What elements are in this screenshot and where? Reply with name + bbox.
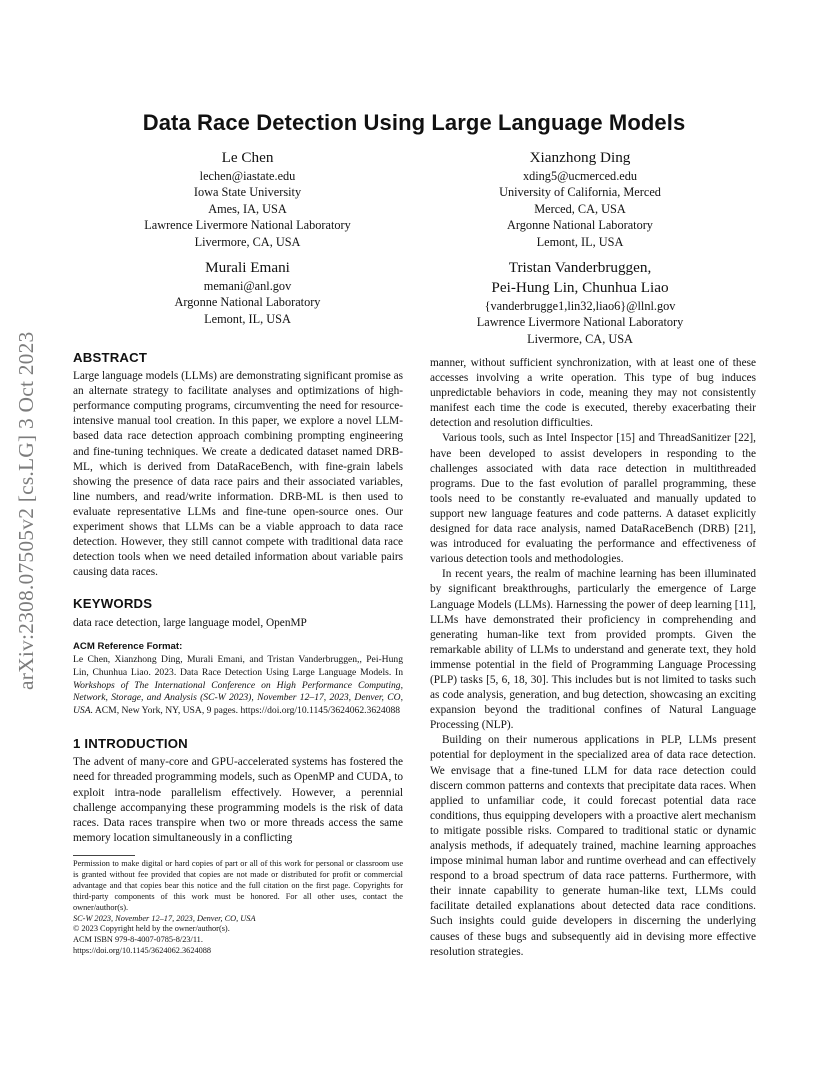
introduction-paragraph: Various tools, such as Intel Inspector [15] and ThreadSanitizer [22], have been developed to assist developers in responding to the challenges associated with data race detection in multithreaded programs. Due to the fast evolution of parallel programming, these tools need to be constantly re-evaluated and manually updated to support new language features and code patterns. A dataset explicitly designed for data race analysis, named DataRaceBench (DRB) [21], was introduced for evaluating the performance and effectiveness of various detection tools and methodologies. xyxy=(430,432,756,566)
acm-reference-doi: ACM, New York, NY, USA, 9 pages. https://doi.org/10.1145/3624062.3624088 xyxy=(92,705,401,717)
left-column xyxy=(73,350,403,846)
paper-title: Data Race Detection Using Large Language Models xyxy=(142,110,686,135)
author-affiliation: University of California, Merced xyxy=(499,185,661,200)
abstract-heading: ABSTRACT xyxy=(73,350,148,365)
author-email: xding5@ucmerced.edu xyxy=(522,169,638,183)
author-email: lechen@iastate.edu xyxy=(199,169,296,183)
footnote-rule xyxy=(73,855,135,856)
author-block xyxy=(110,148,385,250)
acm-reference-authors: Le Chen, Xianzhong Ding, Murali Emani, and Tristan Vanderbruggen,, Pei-Hung Lin, Chunhua Liao. 2023. Data Race Detection Using Large Language Models. In xyxy=(73,653,403,678)
footnote-copyright: © 2023 Copyright held by the owner/author(s). xyxy=(73,924,230,934)
footnote-venue: SC-W 2023, November 12–17, 2023, Denver, CO, USA xyxy=(73,913,256,923)
author-email: {vanderbrugge1,lin32,liao6}@llnl.gov xyxy=(484,299,676,313)
author-affiliation: Iowa State University xyxy=(193,185,302,200)
author-name: Le Chen xyxy=(221,149,274,166)
right-column xyxy=(430,356,756,960)
acm-reference-venue: Workshops of The International Conference on High Performance Computing, Network, Storage, and Analysis (SC-W 2023), November 12–17, 2023, Denver, CO, USA. xyxy=(73,679,403,717)
author-email: memani@anl.gov xyxy=(203,279,292,293)
author-location: Lemont, IL, USA xyxy=(536,234,624,249)
permission-notice: Permission to make digital or hard copies of part or all of this work for personal or classroom use is granted without fee provided that copies are not made or distributed for profit or commercial advantage and that copies bear this notice and the full citation on the first page. Copyrights for third-party components of this work must be honored. For all other uses, contact the owner/author(s). xyxy=(73,859,403,912)
author-name: Murali Emani xyxy=(205,259,290,276)
copyright-footnote xyxy=(73,859,403,957)
author-location: Lemont, IL, USA xyxy=(204,311,291,326)
introduction-paragraph: manner, without sufficient synchronization, with at least one of these accesses involving a write operation. This type of bug induces unpredictable behaviors in code, meaning they may not consistently manifest each time the code is executed, thereby exacerbating their detection and resolution difficulties. xyxy=(430,357,756,430)
abstract-text: Large language models (LLMs) are demonstrating significant promise as an alternate strategy to facilitate analyses and optimizations of high-performance computing programs, circumventing the need for resource-intensive manual tool creation. In this paper, we explore a novel LLM-based data race detection approach combining prompting engineering and fine-tuning techniques. We create a dedicated dataset named DRB-ML, which is derived from DataRaceBench, with fine-grain labels showing the presence of data race pairs and their associated variables, line numbers, and read/write information. DRB-ML is then used to evaluate representative LLMs and fine-tune open-source ones. Our experiment shows that LLMs can be a viable approach to data race detection. However, they still cannot compete with traditional data race detection tools when we need detailed information about variable pairs causing data races. xyxy=(73,370,403,579)
author-name: Pei-Hung Lin, Chunhua Liao xyxy=(491,279,669,296)
footnote-doi: https://doi.org/10.1145/3624062.3624088 xyxy=(73,946,212,956)
author-affiliation: Argonne National Laboratory xyxy=(507,218,653,233)
acm-reference-heading: ACM Reference Format: xyxy=(73,640,183,652)
introduction-heading: 1 INTRODUCTION xyxy=(73,736,188,752)
author-name: Xianzhong Ding xyxy=(529,149,631,166)
author-location: Merced, CA, USA xyxy=(534,201,626,216)
author-affiliation: Lawrence Livermore National Laboratory xyxy=(144,218,351,233)
author-block xyxy=(110,258,385,327)
introduction-paragraph: The advent of many-core and GPU-accelerated systems has fostered the need for threaded programming models, such as OpenMP and CUDA, to exploit intra-node parallelism effectively. However, a perennial challenge accompanying these programming models is the risk of data races. Data races transpire when two or more threads access the same memory location simultaneously in a conflicting xyxy=(73,756,403,844)
author-location: Livermore, CA, USA xyxy=(527,331,633,346)
footnote-isbn: ACM ISBN 979-8-4007-0785-8/23/11. xyxy=(73,935,203,945)
introduction-paragraph: In recent years, the realm of machine learning has been illuminated by significant breakthroughs, particularly the emergence of Large Language Models (LLMs). Harnessing the power of deep learning [11], LLMs have demonstrated their proficiency in comprehending and generating human-like text from provided prompts. Given the remarkable ability of LLMs to understand and generate text, they hold immense potential in the field of Programming Language Processing (PLP) tasks [5, 6, 18, 30]. This includes but is not limited to tasks such as code analysis, generation, and bug detection, showcasing an exciting expansion beyond the traditional confines of Natural Language Processing (NLP). xyxy=(430,568,756,732)
arxiv-identifier: arXiv:2308.07505v2 [cs.LG] 3 Oct 2023 xyxy=(14,331,38,690)
author-affiliation: Lawrence Livermore National Laboratory xyxy=(476,315,684,330)
author-block xyxy=(440,258,720,347)
introduction-paragraph: Building on their numerous applications in PLP, LLMs present potential for deployment in the specialized area of data race detection. We envisage that a fine-tuned LLM for data race detection could discern common patterns and contexts that precipitate data races. When applied to unfamiliar code, it could forecast potential data race conditions, thus equipping developers with a proactive alert mechanism to mitigate possible risks. Compared to traditional static or dynamic analysis methods, if adequately trained, machine learning approaches impose minimal human labor and runtime overhead and can effectively respond to a broad spectrum of data race patterns. Furthermore, with their innate capability to generate human-like text, LLMs could facilitate detailed explanations about detected data race conditions. Such insights could guide developers in discerning the underlying causes of these bugs and subsequently aid in devising more effective resolution strategies. xyxy=(430,734,756,958)
author-affiliation: Argonne National Laboratory xyxy=(174,295,321,310)
author-name: Tristan Vanderbruggen, xyxy=(508,259,652,276)
author-location: Livermore, CA, USA xyxy=(194,234,301,249)
keywords-heading: KEYWORDS xyxy=(73,596,153,612)
author-block xyxy=(440,148,720,250)
author-location: Ames, IA, USA xyxy=(208,201,287,216)
acm-reference-text xyxy=(73,654,403,719)
keywords-text: data race detection, large language model, OpenMP xyxy=(73,616,307,629)
